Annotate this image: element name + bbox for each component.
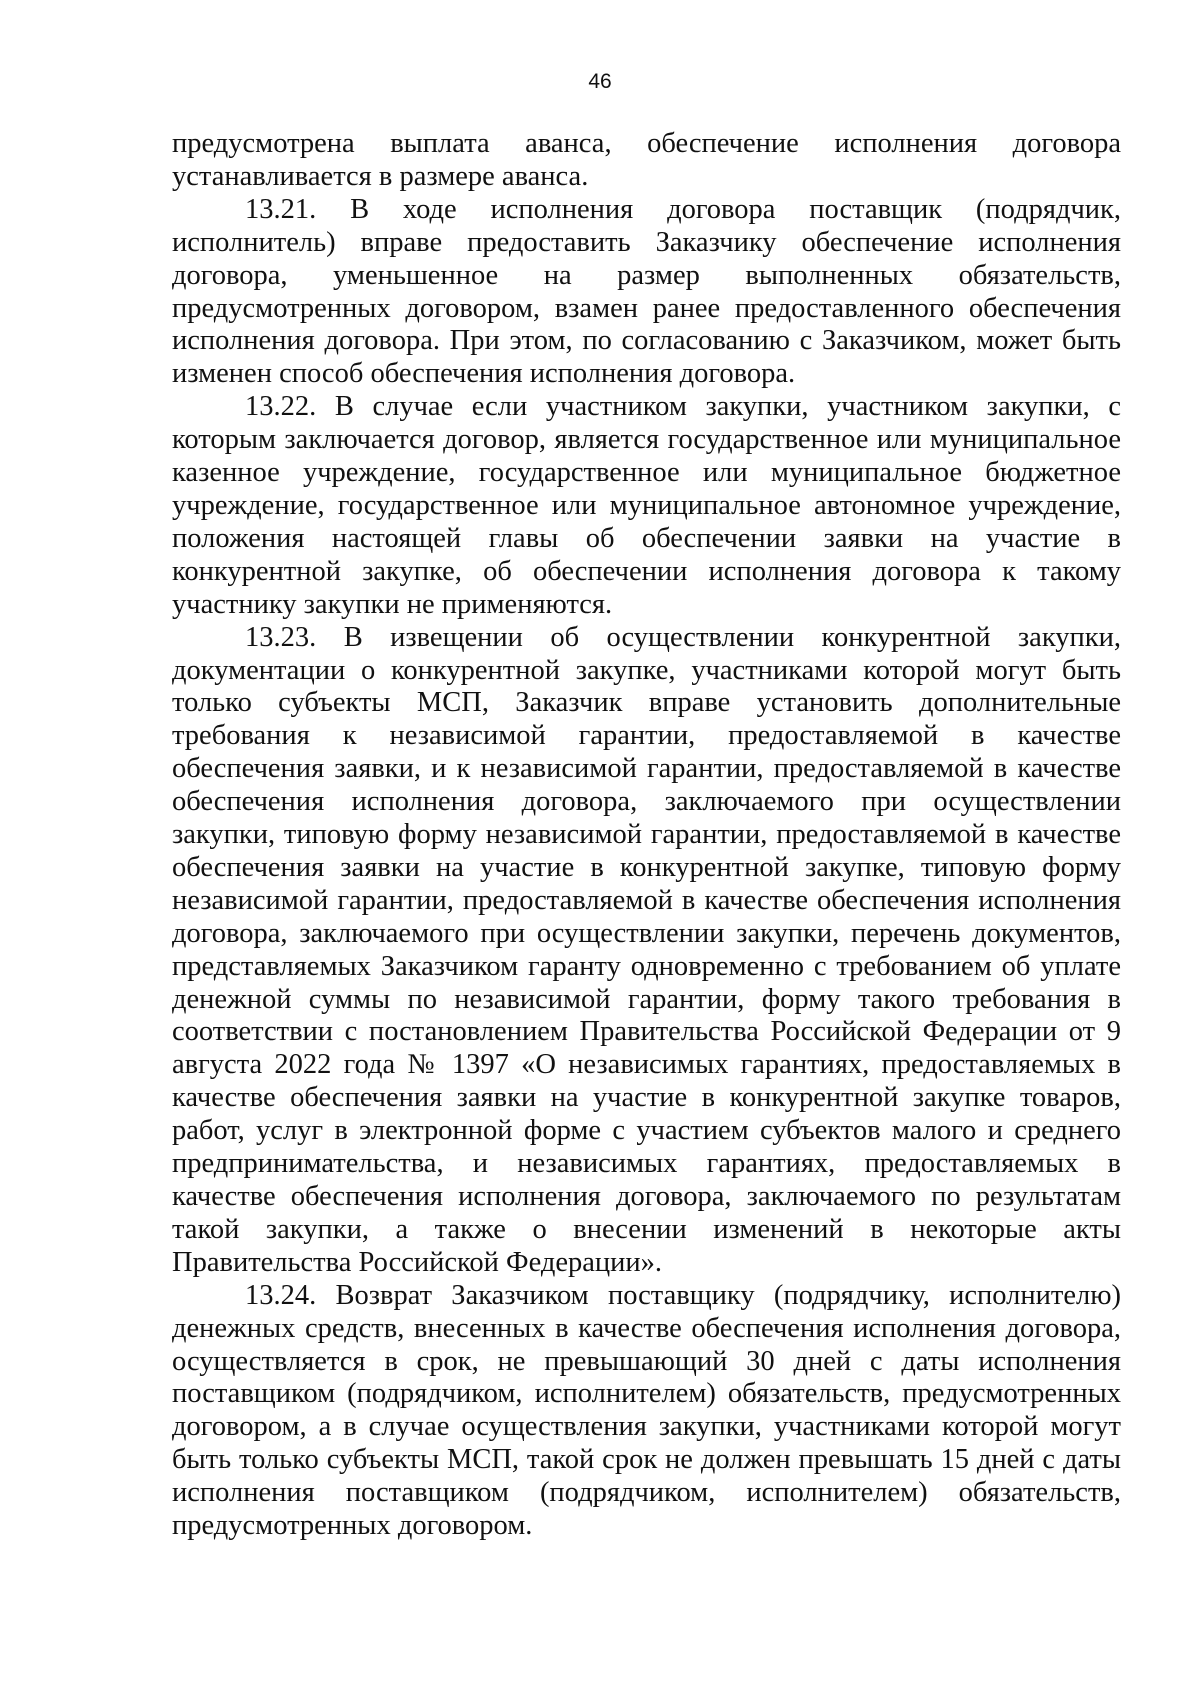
paragraph-text: Возврат Заказчиком поставщику (подрядчику, исполнителю) денежных средств, внесенных в качестве обеспечения исполнения договора, осуществляется в срок, не превышающий 30 дней с даты исполнения поставщиком (подрядчиком, исполнителем) обязательств, предусмотренных договором, а в случае осуществления закупки, участниками которой могут быть только субъекты МСП, такой срок не должен превышать 15 дней с даты исполнения поставщиком (подрядчиком, исполнителем) обязательств, предусмотренных договором. [172,1279,1122,1542]
paragraph-13-24 [172,1280,1121,1543]
paragraph-text: предусмотрена выплата аванса, обеспечение исполнения договора устанавливается в размере аванса. [172,128,1121,192]
paragraph-13-22 [172,391,1121,621]
page-number: 46 [588,70,612,93]
paragraph-number: 13.22. [245,391,317,423]
paragraph-number: 13.23. [245,621,317,653]
paragraph-number: 13.24. [245,1279,317,1311]
paragraph-13-21 [172,194,1121,391]
document-body [172,128,1121,1543]
paragraph-text: В ходе исполнения договора поставщик (подрядчик, исполнитель) вправе предоставить Заказчику обеспечение исполнения договора, уменьшенное на размер выполненных обязательств, предусмотренных договором, взамен ранее предоставленного обеспечения исполнения договора. При этом, по согласованию с Заказчиком, может быть изменен способ обеспечения исполнения договора. [172,193,1122,390]
paragraph-continuation [172,128,1121,194]
paragraph-13-23 [172,622,1121,1280]
paragraph-number: 13.21. [245,193,317,225]
paragraph-text: В случае если участником закупки, участником закупки, с которым заключается договор, является государственное или муниципальное казенное учреждение, государственное или муниципальное бюджетное учреждение, государственное или муниципальное автономное учреждение, положения настоящей главы об обеспечении заявки на участие в конкурентной закупке, об обеспечении исполнения договора к такому участнику закупки не применяются. [172,391,1122,620]
paragraph-text: В извещении об осуществлении конкурентной закупки, документации о конкурентной закупке, участниками которой могут быть только субъекты МСП, Заказчик вправе установить дополнительные требования к независимой гарантии, предоставляемой в качестве обеспечения заявки, и к независимой гарантии, предоставляемой в качестве обеспечения исполнения договора, заключаемого при осуществлении закупки, типовую форму независимой гарантии, предоставляемой в качестве обеспечения заявки на участие в конкурентной закупке, типовую форму независимой гарантии, предоставляемой в качестве обеспечения исполнения договора, заключаемого при осуществлении закупки, перечень документов, представляемых Заказчиком гаранту одновременно с требованием об уплате денежной суммы по независимой гарантии, форму такого требования в соответствии с постановлением Правительства Российской Федерации от 9 августа 2022 года № 1397 «О независимых гарантиях, предоставляемых в качестве обеспечения заявки на участие в конкурентной закупке товаров, работ, услуг в электронной форме с участием субъектов малого и среднего предпринимательства, и независимых гарантиях, предоставляемых в качестве обеспечения исполнения договора, заключаемого по результатам такой закупки, а также о внесении изменений в некоторые акты Правительства Российской Федерации». [172,621,1122,1278]
